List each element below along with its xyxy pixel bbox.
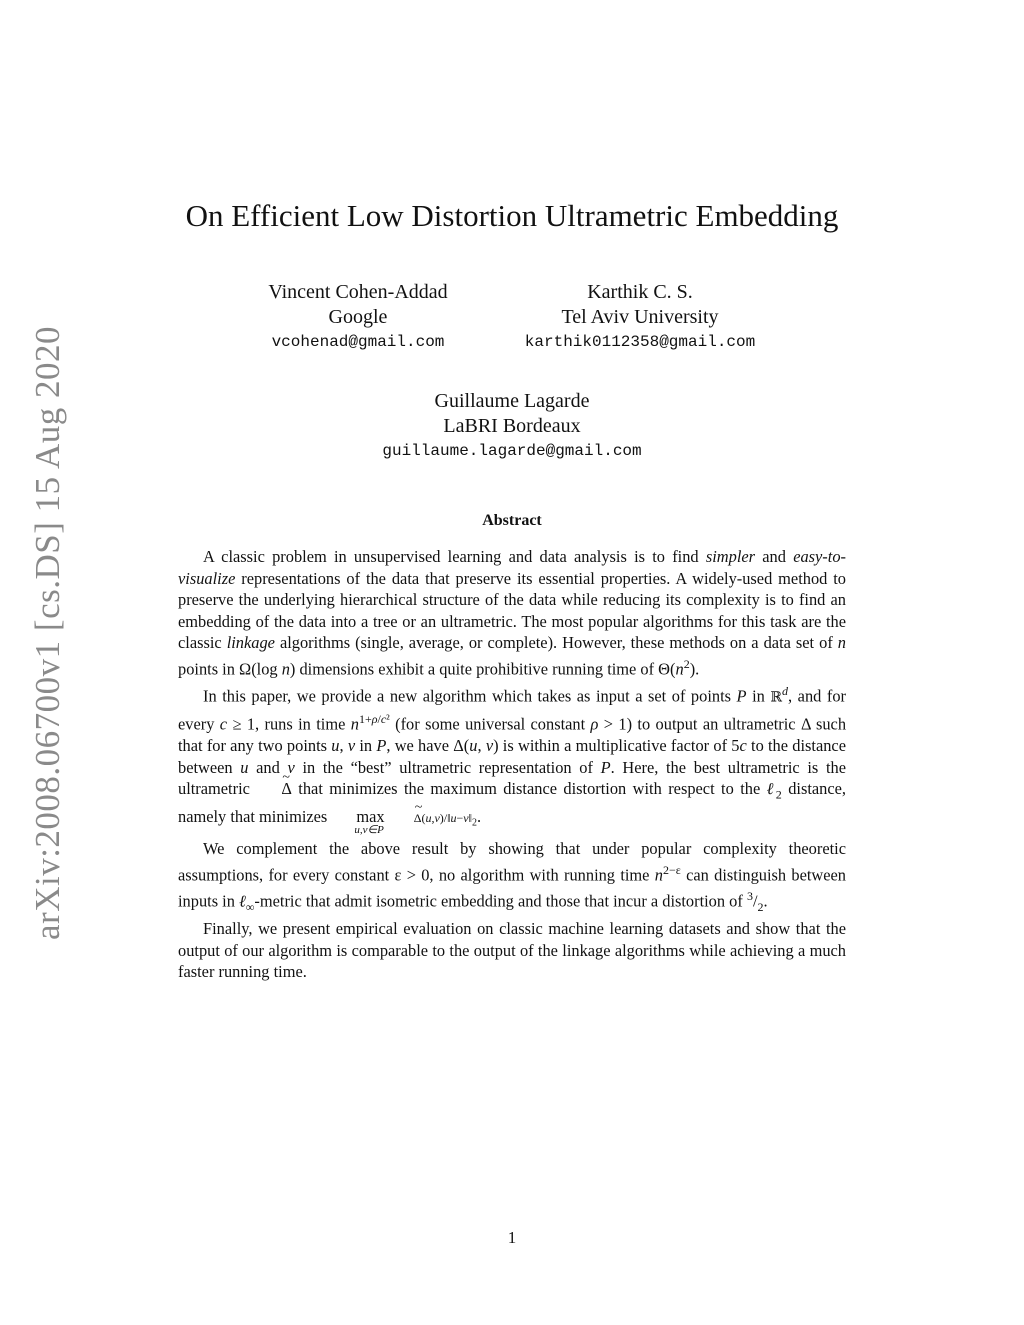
abstract-paragraph: Finally, we present empirical evaluation on classic machine learning datasets and show that the output of our algorithm is comparable to the output of the linkage algorithms while achieving a much faster running time. bbox=[178, 919, 846, 982]
author-affiliation: Google bbox=[328, 306, 388, 328]
author-affiliation: LaBRI Bordeaux bbox=[443, 415, 581, 437]
author-block bbox=[312, 389, 712, 464]
arxiv-stamp: arXiv:2008.06700v1 [cs.DS] 15 Aug 2020 bbox=[28, 326, 67, 940]
author-email: karthik0112358@gmail.com bbox=[524, 333, 756, 351]
page-number: 1 bbox=[507, 1228, 517, 1247]
author-block bbox=[490, 280, 790, 355]
author-name: Vincent Cohen-Addad bbox=[268, 281, 448, 303]
paper-title: On Efficient Low Distortion Ultrametric Embedding bbox=[185, 198, 839, 233]
author-block bbox=[238, 280, 478, 355]
author-email: guillaume.lagarde@gmail.com bbox=[382, 442, 642, 460]
author-email: vcohenad@gmail.com bbox=[271, 333, 445, 351]
author-name: Karthik C. S. bbox=[587, 281, 693, 303]
abstract-heading: Abstract bbox=[482, 512, 542, 529]
author-name: Guillaume Lagarde bbox=[434, 390, 590, 412]
abstract-paragraph: In this paper, we provide a new algorithm which takes as input a set of points P in ℝ$^d$, and for every c ≥ 1, runs in time $n^{1+\rho/c^2}$ (for some universal constant ρ > 1) to output an ultrametric Δ such that for any two points u, v in P, we have Δ(u, v) is within a multiplicative factor of 5c to the distance between u and v in the “best” ultrametric representation of P. Here, the best ultrametric is the ultrametric ~ Δ that minimizes the maximum distance distortion with respect to the ℓ$_2$ distance, namely that minimizes max u,v∈P ~ $\Delta(u,v)/‖u-v‖_2$. bbox=[178, 681, 846, 834]
abstract-paragraph: We complement the above result by showing that under popular complexity theoretic assumptions, for every constant ε > 0, no algorithm with running time $n^{2-\varepsilon}$ can distinguish between inputs in ℓ$_\infty$-metric that admit isometric embedding and those that incur a distortion of $^3/_2$. bbox=[178, 839, 846, 914]
abstract-paragraph: A classic problem in unsupervised learning and data analysis is to find simpler and easy-to-visualize representations of the data that preserve its essential properties. A widely-used method to preserve the underlying hierarchical structure of the data while reducing its complexity is to find an embedding of the data into a tree or an ultrametric. The most popular algorithms for this task are the classic linkage algorithms (single, average, or complete). However, these methods on a data set of n points in Ω(log n) dimensions exhibit a quite prohibitive running time of $\Theta(n^2)$. bbox=[178, 547, 846, 679]
author-affiliation: Tel Aviv University bbox=[561, 306, 719, 328]
abstract-body bbox=[178, 546, 846, 983]
